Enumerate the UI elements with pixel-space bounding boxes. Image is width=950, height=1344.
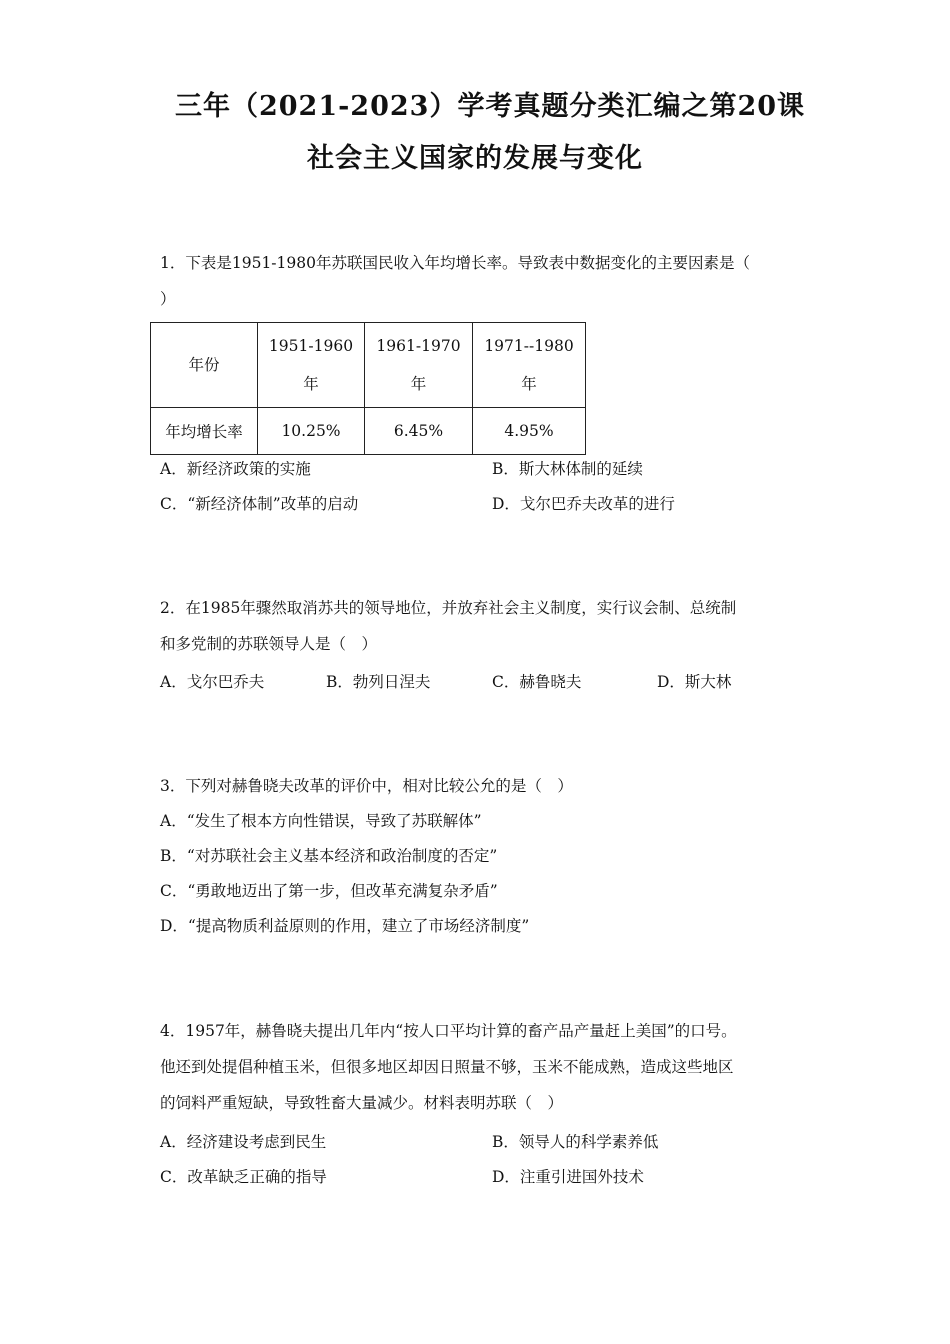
question-4-stem xyxy=(160,1013,800,1121)
question-1-option-d[interactable]: D．戈尔巴乔夫改革的进行 xyxy=(492,495,675,513)
table-header-cell xyxy=(258,323,365,408)
question-4-option-d[interactable]: D．注重引进国外技术 xyxy=(492,1168,644,1186)
question-2-stem-line1: 2．在1985年骤然取消苏共的领导地位，并放弃社会主义制度，实行议会制、总统制 xyxy=(160,599,737,617)
question-1-stem xyxy=(160,245,800,317)
question-4-option-a[interactable]: A．经济建设考虑到民生 xyxy=(160,1133,327,1151)
question-4-option-c[interactable]: C．改革缺乏正确的指导 xyxy=(160,1168,327,1186)
question-2-stem-line2: 和多党制的苏联领导人是（ ） xyxy=(160,635,378,653)
table-cell: 10.25% xyxy=(258,408,365,455)
question-3-stem: 3．下列对赫鲁晓夫改革的评价中，相对比较公允的是（ ） xyxy=(160,777,573,795)
table-row xyxy=(151,323,586,408)
header-period: 1971--1980 xyxy=(484,337,574,355)
header-period: 1961-1970 xyxy=(376,337,461,355)
question-3-option-b[interactable]: B．“对苏联社会主义基本经济和政治制度的否定” xyxy=(160,847,498,865)
question-4-stem-line3: 的饲料严重短缺，导致牲畜大量减少。材料表明苏联（ ） xyxy=(160,1094,564,1112)
question-1-stem-line1: 1．下表是1951-1980年苏联国民收入年均增长率。导致表中数据变化的主要因素是（ xyxy=(160,254,750,272)
question-2-option-b[interactable]: B．勃列日涅夫 xyxy=(326,673,431,691)
question-2-option-c[interactable]: C．赫鲁晓夫 xyxy=(492,673,582,691)
table-row xyxy=(151,408,586,455)
header-year-suffix: 年 xyxy=(521,375,537,393)
growth-rate-table xyxy=(150,322,586,455)
question-1-option-b[interactable]: B．斯大林体制的延续 xyxy=(492,460,643,478)
question-1-option-a[interactable]: A．新经济政策的实施 xyxy=(160,460,311,478)
question-2-option-a[interactable]: A．戈尔巴乔夫 xyxy=(160,673,265,691)
question-4-stem-line2: 他还到处提倡种植玉米，但很多地区却因日照量不够，玉米不能成熟，造成这些地区 xyxy=(160,1058,734,1076)
table-header-cell xyxy=(365,323,473,408)
table-cell: 4.95% xyxy=(473,408,586,455)
question-2-option-d[interactable]: D．斯大林 xyxy=(657,673,732,691)
table-header-cell xyxy=(473,323,586,408)
table-header-cell: 年份 xyxy=(151,323,258,408)
question-2-stem xyxy=(160,590,800,662)
header-year-suffix: 年 xyxy=(303,375,319,393)
question-3-option-c[interactable]: C．“勇敢地迈出了第一步，但改革充满复杂矛盾” xyxy=(160,882,498,900)
header-year-suffix: 年 xyxy=(410,375,427,393)
table-cell: 年均增长率 xyxy=(151,408,258,455)
question-1-stem-line2: ） xyxy=(160,290,176,308)
header-period: 1951-1960 xyxy=(268,337,354,355)
question-4-option-b[interactable]: B．领导人的科学素养低 xyxy=(492,1133,659,1151)
question-4-stem-line1: 4．1957年，赫鲁晓夫提出几年内“按人口平均计算的畜产品产量赶上美国”的口号。 xyxy=(160,1022,737,1040)
question-1-option-c[interactable]: C．“新经济体制”改革的启动 xyxy=(160,495,359,513)
page-title-line2: 社会主义国家的发展与变化 xyxy=(307,143,643,174)
page-title-line1: 三年（2021-2023）学考真题分类汇编之第20课 xyxy=(174,91,806,122)
question-3-option-d[interactable]: D．“提高物质利益原则的作用，建立了市场经济制度” xyxy=(160,917,530,935)
question-3-option-a[interactable]: A．“发生了根本方向性错误，导致了苏联解体” xyxy=(160,812,482,830)
table-cell: 6.45% xyxy=(365,408,473,455)
